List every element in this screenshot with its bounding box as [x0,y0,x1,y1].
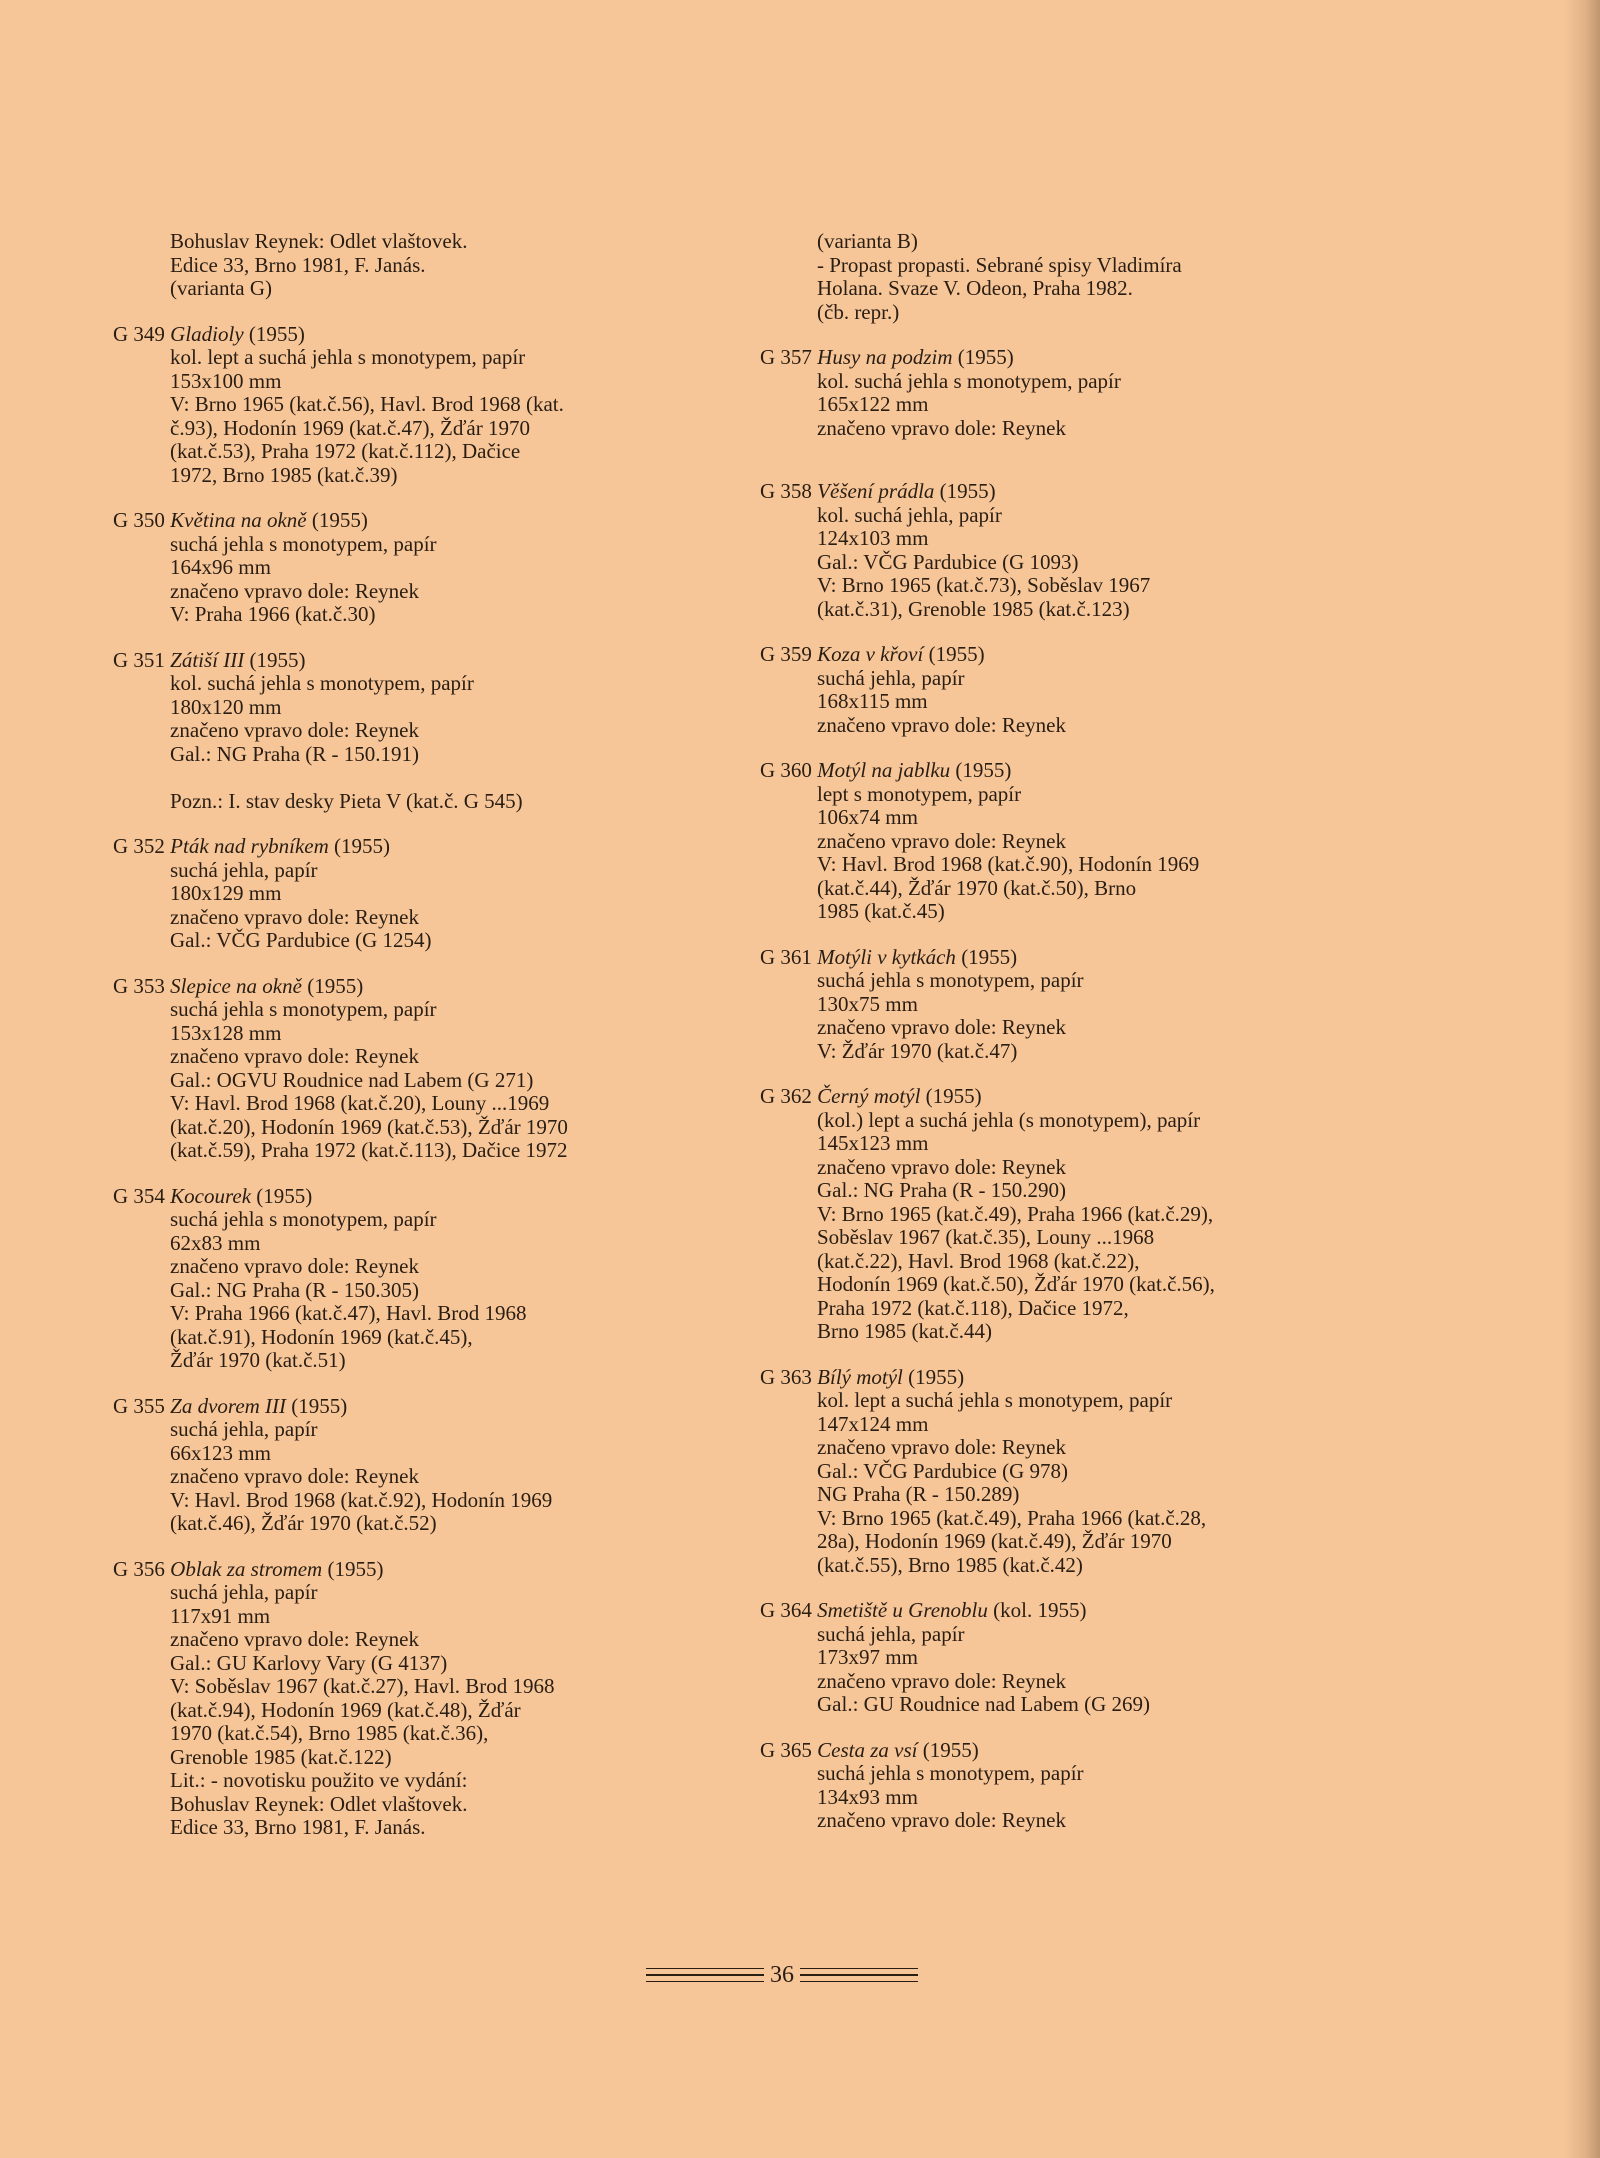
entry-detail-line: značeno vpravo dole: Reynek [170,1627,419,1651]
entry-detail-line: Soběslav 1967 (kat.č.35), Louny ...1968 [817,1225,1155,1249]
entry-number: G 349 [113,321,165,346]
entry-detail-line: V: Praha 1966 (kat.č.47), Havl. Brod 1968 [170,1301,527,1325]
entry-title: Oblak za stromem [170,1556,323,1581]
entry-title: Koza v křoví [817,642,924,666]
continued-line: Edice 33, Brno 1981, F. Janás. [170,252,426,277]
entry-detail-line: Gal.: NG Praha (R - 150.305) [170,1277,420,1302]
catalog-entry [113,1556,690,1840]
entry-detail-line: V: Praha 1966 (kat.č.30) [170,602,376,626]
entry-title: Husy na podzim [817,345,953,369]
entry-detail-line: Gal.: GU Roudnice nad Labem (G 269) [817,1692,1150,1716]
entry-detail-line: 106x74 mm [817,805,918,829]
entry-detail-line: V: Havl. Brod 1968 (kat.č.92), Hodonín 1969 [170,1487,553,1512]
entry-heading [760,1085,1337,1109]
entry-detail-line: (kat.č.94), Hodonín 1969 (kat.č.48), Žďár [170,1697,521,1722]
footer-rule-left [646,1968,764,1983]
entry-detail-line: kol. lept a suchá jehla s monotypem, papír [170,345,526,369]
page-footer [640,1955,924,1995]
entry-title: Černý motýl [817,1084,921,1108]
entry-detail-line: (kat.č.55), Brno 1985 (kat.č.42) [817,1552,1083,1577]
entry-title: Bílý motýl [817,1364,903,1389]
entry-detail-line: 164x96 mm [170,555,271,579]
entry-detail-line: 66x123 mm [170,1440,271,1465]
entry-detail-line: suchá jehla, papír [170,857,318,882]
entry-year: (1955) [249,647,306,672]
entry-number: G 355 [113,1393,165,1418]
entry-detail-line: kol. suchá jehla, papír [817,502,1002,527]
entry-detail-line: Gal.: NG Praha (R - 150.290) [817,1178,1067,1202]
entry-heading [760,946,1337,970]
entry-detail-line: suchá jehla s monotypem, papír [170,1207,437,1231]
entry-detail-line: V: Brno 1965 (kat.č.56), Havl. Brod 1968 (kat. [170,392,564,416]
entry-detail-line: (kat.č.46), Žďár 1970 (kat.č.52) [170,1511,437,1535]
entry-heading [760,346,1337,370]
entry-title: Věšení prádla [817,479,935,503]
catalog-entry [760,642,1337,737]
entry-number: G 360 [760,758,812,782]
entry-detail-line: značeno vpravo dole: Reynek [817,415,1066,440]
entry-detail-line: suchá jehla s monotypem, papír [170,531,437,556]
entry-title: Cesta za vsí [817,1737,918,1762]
entry-detail-line: značeno vpravo dole: Reynek [817,1015,1066,1039]
entry-number: G 354 [113,1183,165,1208]
entry-title: Pták nad rybníkem [170,834,329,858]
entry-year: (1955) [327,1556,384,1581]
entry-detail-line: značeno vpravo dole: Reynek [817,1808,1066,1832]
entry-number: G 362 [760,1084,812,1108]
catalog-entry [113,647,690,814]
entry-detail-line: 117x91 mm [170,1603,271,1628]
entry-detail-line: Bohuslav Reynek: Odlet vlaštovek. [170,1791,468,1816]
entry-title: Za dvorem III [170,1393,287,1418]
entry-detail-line: V: Havl. Brod 1968 (kat.č.90), Hodonín 1969 [817,852,1200,876]
entry-number: G 352 [113,834,165,858]
entry-detail-line: Hodonín 1969 (kat.č.50), Žďár 1970 (kat.č.56), [817,1272,1215,1296]
entry-title: Zátiší III [170,647,245,672]
entry-detail-line: kol. suchá jehla s monotypem, papír [170,671,474,695]
entry-year: (1955) [928,642,985,666]
entry-detail-line: Praha 1972 (kat.č.118), Dačice 1972, [817,1295,1129,1320]
catalog-entry [113,1183,690,1373]
catalog-entry [760,944,1337,1064]
entry-detail-line: značeno vpravo dole: Reynek [170,1464,419,1488]
entry-detail-line: 62x83 mm [170,1230,261,1255]
entry-detail-line: suchá jehla s monotypem, papír [817,968,1084,992]
entry-detail-line: značeno vpravo dole: Reynek [170,718,419,742]
continued-line: (čb. repr.) [817,299,900,324]
continued-line: Holana. Svaze V. Odeon, Praha 1982. [817,276,1133,300]
entry-detail-line: Brno 1985 (kat.č.44) [817,1319,992,1343]
entry-year: (1955) [925,1084,982,1108]
entry-detail-line: Edice 33, Brno 1981, F. Janás. [170,1815,426,1839]
entry-detail-line: 180x120 mm [170,694,282,719]
entry-year: (1955) [922,1737,979,1762]
catalog-entry [760,1598,1337,1717]
entry-detail-line: značeno vpravo dole: Reynek [170,1254,419,1278]
entry-number: G 356 [113,1556,165,1581]
entry-detail-line: Gal.: VČG Pardubice (G 978) [817,1458,1068,1483]
entry-number: G 357 [760,345,812,369]
entry-detail-line: lept s monotypem, papír [817,781,1022,806]
entry-detail-line: Gal.: VČG Pardubice (G 1254) [170,928,432,952]
entry-detail-line: suchá jehla, papír [170,1580,318,1604]
continued-text [170,230,690,301]
entry-heading [113,1558,690,1582]
entry-year: (1955) [291,1393,348,1418]
continued-text [817,230,1337,324]
entry-detail-line: 153x128 mm [170,1020,282,1045]
entry-heading [113,649,690,673]
continued-line: Bohuslav Reynek: Odlet vlaštovek. [170,229,468,253]
entry-title: Motýli v kytkách [817,944,956,969]
entry-number: G 365 [760,1737,812,1762]
entry-year: (1955) [248,321,305,346]
entry-heading [113,509,690,533]
entry-title: Slepice na okně [170,973,302,998]
entry-detail-line: (kat.č.44), Žďár 1970 (kat.č.50), Brno [817,875,1137,900]
entry-number: G 359 [760,642,812,666]
catalog-entry [113,973,690,1163]
entry-detail-line: suchá jehla, papír [817,1621,965,1646]
entry-detail-line: kol. lept a suchá jehla s monotypem, papír [817,1388,1173,1412]
entry-detail-line: (kat.č.31), Grenoble 1985 (kat.č.123) [817,596,1130,621]
entry-detail-line: 173x97 mm [817,1645,918,1669]
entry-detail-line: 153x100 mm [170,368,282,393]
entry-detail-line: značeno vpravo dole: Reynek [817,712,1066,737]
entry-heading [760,1366,1337,1390]
entry-detail-line: V: Brno 1965 (kat.č.49), Praha 1966 (kat.č.29), [817,1201,1214,1226]
entry-detail-line: 180x129 mm [170,881,282,905]
entry-number: G 364 [760,1598,812,1622]
entry-heading [113,1395,690,1419]
entry-heading [760,1599,1337,1623]
entry-detail-line: značeno vpravo dole: Reynek [817,1154,1066,1179]
entry-detail-line: 28a), Hodonín 1969 (kat.č.49), Žďár 1970 [817,1529,1172,1553]
entry-heading [760,480,1337,504]
entry-detail-line: 1970 (kat.č.54), Brno 1985 (kat.č.36), [170,1721,489,1745]
entry-title: Květina na okně [170,508,307,532]
entry-detail-line: Gal.: VČG Pardubice (G 1093) [817,549,1079,574]
entry-detail-line: V: Brno 1965 (kat.č.73), Soběslav 1967 [817,573,1151,597]
catalog-entry [113,1393,690,1536]
entry-heading [113,835,690,859]
catalog-entry [113,508,690,627]
entry-title: Motýl na jablku [817,758,951,782]
entry-number: G 363 [760,1364,812,1389]
entry-title: Kocourek [170,1183,252,1208]
entry-year: (1955) [311,508,368,532]
entry-number: G 350 [113,508,165,532]
continued-line: (varianta G) [170,276,273,300]
entry-detail-line: značeno vpravo dole: Reynek [170,578,419,603]
catalog-entry [113,834,690,953]
blank-line [170,766,690,790]
entry-detail-line: (kat.č.59), Praha 1972 (kat.č.113), Dačice 1972 [170,1138,568,1162]
entry-detail-line: značeno vpravo dole: Reynek [170,904,419,929]
entry-year: (1955) [939,479,996,503]
entry-detail-line: (kat.č.20), Hodonín 1969 (kat.č.53), Žďár 1970 [170,1114,568,1139]
entry-year: (1955) [961,944,1018,969]
page-edge-shadow [1564,0,1600,2158]
continued-line: (varianta B) [817,229,918,253]
entry-detail-line: suchá jehla, papír [170,1417,318,1441]
entry-year: (1955) [955,758,1012,782]
entry-detail-line: 1985 (kat.č.45) [817,899,945,923]
entry-year: (1955) [334,834,391,858]
entry-detail-line: značeno vpravo dole: Reynek [170,1044,419,1068]
entry-detail-line: značeno vpravo dole: Reynek [817,1668,1066,1693]
entry-year: (1955) [957,345,1014,369]
entry-heading [113,323,690,347]
entry-heading [760,759,1337,783]
page-number: 36 [770,1961,794,1988]
entry-detail-line: 147x124 mm [817,1411,929,1436]
entry-detail-line: 130x75 mm [817,991,918,1016]
entry-detail-line: suchá jehla s monotypem, papír [817,1761,1084,1785]
entry-detail-line: suchá jehla, papír [817,665,965,690]
entry-detail-line: Žďár 1970 (kat.č.51) [170,1348,346,1372]
left-column [113,229,690,1862]
entry-year: (1955) [256,1183,313,1208]
entry-detail-line: 145x123 mm [817,1131,929,1155]
entry-detail-line: (kat.č.91), Hodonín 1969 (kat.č.45), [170,1324,473,1349]
entry-detail-line: Gal.: OGVU Roudnice nad Labem (G 271) [170,1067,534,1092]
entry-detail-line: V: Soběslav 1967 (kat.č.27), Havl. Brod 1968 [170,1674,555,1698]
entry-title: Smetiště u Grenoblu [817,1598,988,1622]
entry-detail-line: Grenoble 1985 (kat.č.122) [170,1744,392,1769]
catalog-entry [760,758,1337,924]
entry-detail-line: č.93), Hodonín 1969 (kat.č.47), Žďár 1970 [170,415,530,440]
entry-year: (kol. 1955) [993,1598,1087,1622]
entry-year: (1955) [908,1364,965,1389]
entry-title: Gladioly [170,321,244,346]
entry-heading [760,643,1337,667]
entry-detail-line: NG Praha (R - 150.289) [817,1482,1020,1506]
entry-detail-line: (kol.) lept a suchá jehla (s monotypem), papír [817,1107,1201,1132]
footer-rule-right [800,1968,918,1983]
entry-heading [113,975,690,999]
catalog-entry [760,345,1337,440]
catalog-entry [113,321,690,488]
catalog-entry [760,1084,1337,1344]
entry-detail-line: (kat.č.53), Praha 1972 (kat.č.112), Dačice [170,439,521,463]
entry-detail-line: značeno vpravo dole: Reynek [817,828,1066,853]
entry-detail-line: značeno vpravo dole: Reynek [817,1435,1066,1459]
entry-heading [113,1185,690,1209]
entry-detail-line: 1972, Brno 1985 (kat.č.39) [170,462,398,487]
entry-detail-line: V: Brno 1965 (kat.č.49), Praha 1966 (kat.č.28, [817,1505,1207,1530]
entry-number: G 353 [113,973,165,998]
continued-line: - Propast propasti. Sebrané spisy Vladimíra [817,252,1182,277]
entry-detail-line: Gal.: NG Praha (R - 150.191) [170,741,420,766]
entry-year: (1955) [307,973,364,998]
entry-detail-line: V: Havl. Brod 1968 (kat.č.20), Louny ...1969 [170,1091,550,1115]
entry-detail-line: suchá jehla s monotypem, papír [170,997,437,1021]
catalog-entry [760,479,1337,621]
entry-detail-line: Pozn.: I. stav desky Pieta V (kat.č. G 545) [170,788,523,813]
entry-number: G 361 [760,944,812,969]
entry-detail-line: kol. suchá jehla s monotypem, papír [817,368,1121,393]
catalog-entry [760,1737,1337,1833]
entry-detail-line: (kat.č.22), Havl. Brod 1968 (kat.č.22), [817,1248,1140,1273]
right-column [760,229,1337,1855]
entry-detail-line: 168x115 mm [817,689,928,713]
entry-detail-line: 165x122 mm [817,392,929,416]
entry-detail-line: 124x103 mm [817,526,929,550]
entry-number: G 351 [113,647,165,672]
catalog-entry [760,1364,1337,1578]
entry-detail-line: Lit.: - novotisku použito ve vydání: [170,1768,468,1792]
entry-detail-line: 134x93 mm [817,1784,918,1809]
entry-detail-line: V: Žďár 1970 (kat.č.47) [817,1038,1018,1063]
entry-number: G 358 [760,479,812,503]
entry-heading [760,1739,1337,1763]
entry-detail-line: Gal.: GU Karlovy Vary (G 4137) [170,1650,448,1675]
